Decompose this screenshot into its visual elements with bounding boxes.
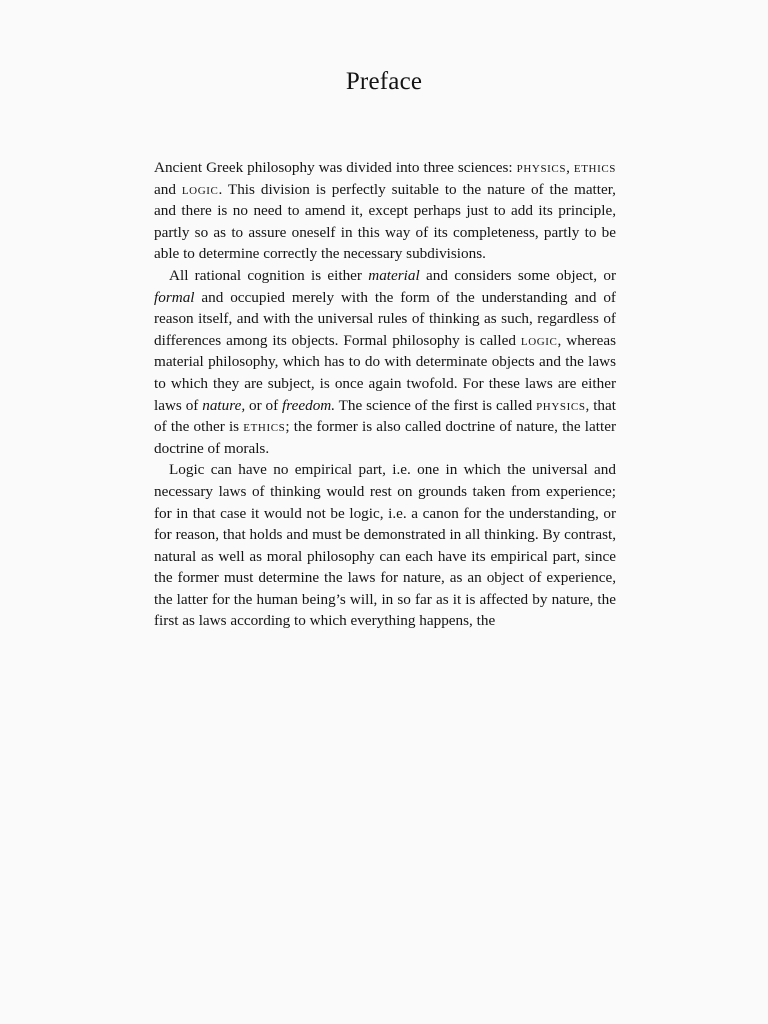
text-run: All rational cognition is either <box>169 266 369 284</box>
small-caps-term: ethics <box>243 418 286 436</box>
paragraph-3 <box>154 459 616 632</box>
text-run: ; the former is also called doctrine of nature, the latter doctrine of morals. <box>154 418 617 457</box>
small-caps-term: ethics <box>573 159 616 176</box>
italic-term: nature, <box>202 396 246 414</box>
paragraph-2 <box>154 265 616 459</box>
text-run: , that of the other is <box>154 396 616 436</box>
text-run: Ancient Greek philosophy was divided into three sciences: <box>154 159 517 176</box>
paragraph-1 <box>154 157 616 265</box>
body-text <box>154 157 616 632</box>
italic-term: freedom. <box>282 396 336 414</box>
text-run: , <box>566 159 574 176</box>
italic-term: formal <box>154 288 195 306</box>
italic-term: material <box>368 266 420 284</box>
small-caps-term: physics <box>536 396 586 414</box>
page-title: Preface <box>345 68 423 95</box>
text-run: . This division is perfectly suitable to the nature of the matter, and there is no need to amend it, except perhaps just to add its principle, partly so as to assure oneself in this way of its completeness, partly to be able to determine correctly the necessary subdivisions. <box>154 180 616 263</box>
small-caps-term: physics <box>516 159 567 176</box>
small-caps-term: logic <box>520 331 558 349</box>
text-run: Logic can have no empirical part, i.e. one in which the universal and necessary laws of thinking would rest on grounds taken from experience; for in that case it would not be logic, i.e. a canon for the understanding, or for reason, that holds and must be demonstrated in all thinking. By contrast, natural as well as moral philosophy can each have its empirical part, since the former must determine the laws for nature, as an object of experience, the latter for the human being’s will, in so far as it is affected by nature, the first as laws according to which everything happens, the <box>154 461 616 630</box>
text-run: or of <box>245 396 283 414</box>
text-run: and considers some object, or <box>419 266 616 284</box>
small-caps-term: logic <box>181 180 219 198</box>
text-run: and occupied merely with the form of the understanding and of reason itself, and with the universal rules of thinking as such, regardless of differences among its objects. Formal philosophy is called <box>154 288 616 349</box>
text-run: The science of the first is called <box>335 396 537 414</box>
text-run: , whereas material philosophy, which has to do with determinate objects and the laws to which they are subject, is once again twofold. For these laws are either laws of <box>154 331 616 414</box>
text-run: and <box>154 180 182 198</box>
